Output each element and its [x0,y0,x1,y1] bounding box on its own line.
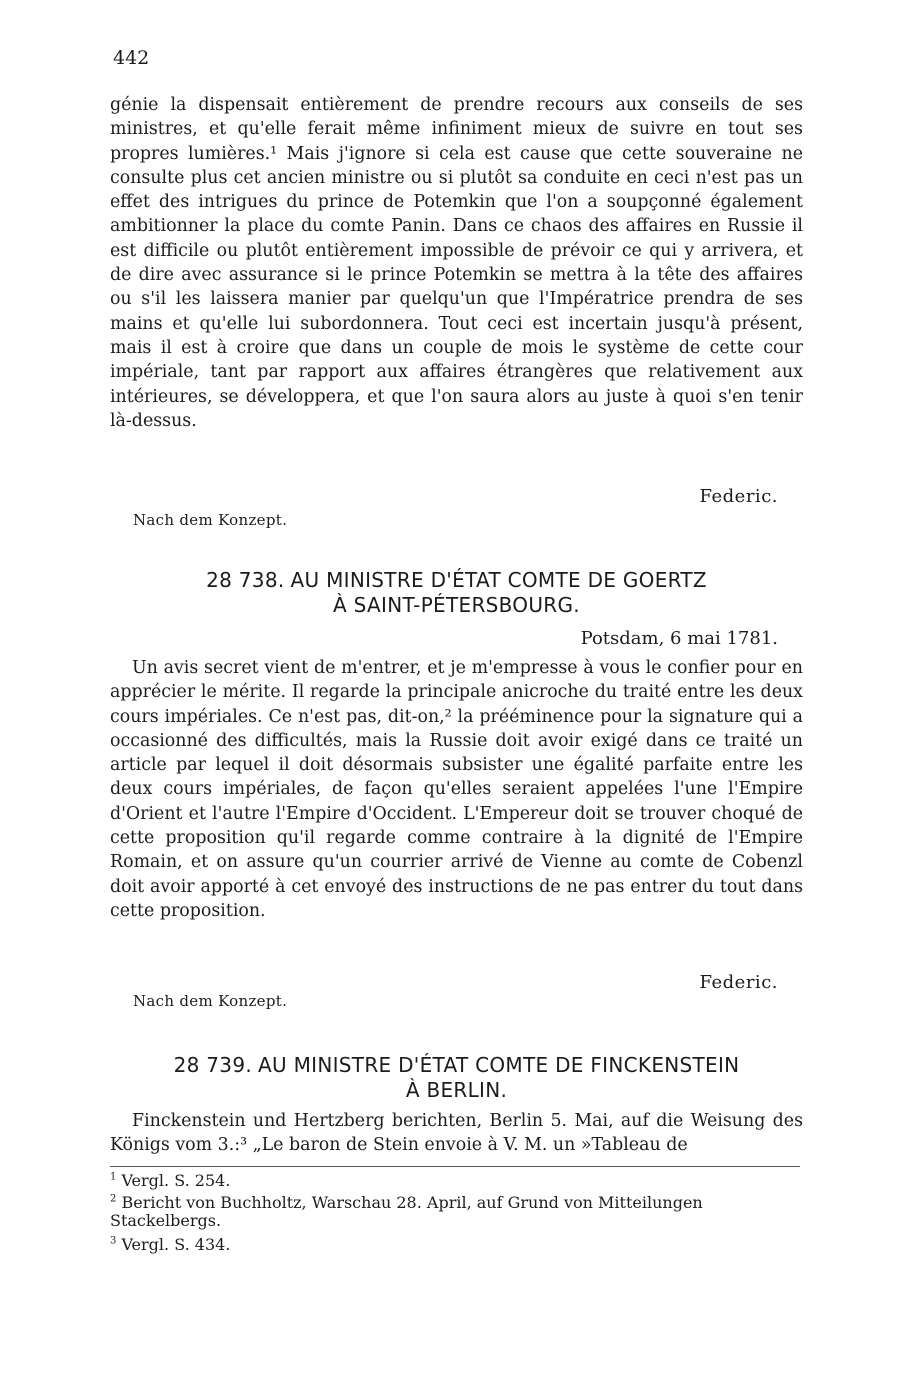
letter-body: Finckenstein und Hertzberg berichten, Berlin 5. Mai, auf die Weisung des Königs vom 3.:³ „Le baron de Stein envoie à V. M. un »Tableau de [110,1111,803,1156]
footnote: $^3$ Vergl. S. 434. [110,1235,231,1254]
letter-heading-line1: 28 739. AU MINISTRE D'ÉTAT COMTE DE FINCKENSTEIN [173,1053,740,1077]
dateline: Potsdam, 6 mai 1781. [580,628,778,649]
letter-heading-line2: À SAINT-PÉTERSBOURG. [333,593,580,617]
letter-number: 28 738. [206,568,285,592]
letter-heading-line2: À BERLIN. [405,1078,508,1102]
letter-heading-line1: 28 738. AU MINISTRE D'ÉTAT COMTE DE GOERTZ [206,568,707,592]
source-note: Nach dem Konzept. [133,511,288,529]
continuation-paragraph: génie la dispensait entièrement de prendre recours aux conseils de ses ministres, et qu'elle ferait même infiniment mieux de suivre en tout ses propres lumières.¹ Mais j'ignore si cela est cause que cette souveraine ne consulte plus cet ancien ministre ou si plutôt sa conduite en ceci n'est pas un effet des intrigues du prince de Potemkin que l'on a soupçonné également ambitionner la place du comte Panin. Dans ce chaos des affaires en Russie il est difficile ou plutôt entièrement impossible de prévoir ce qui y arrivera, et de dire avec assurance si le prince Potemkin se mettra à la tête des affaires ou s'il les laissera manier par quelqu'un que l'Impératrice prendra de ses mains et qu'elle lui subordonnera. Tout ceci est incertain jusqu'à présent, mais il est à croire que dans un couple de mois le système de cette cour impériale, tant par rapport aux affaires étrangères que relativement aux intérieures, se développera, et que l'on saura alors au juste à quoi s'en tenir là-dessus. [110,95,803,431]
letter-heading [110,1053,803,1103]
footnote: $^1$ Vergl. S. 254. [110,1171,231,1190]
signature: Federic. [699,972,778,993]
page-number: 442 [113,47,150,69]
letter-heading [110,568,803,618]
letter-number: 28 739. [173,1053,253,1077]
footnote-rule [110,1166,800,1167]
footnote: $^2$ Bericht von Buchholtz, Warschau 28. April, auf Grund von Mitteilungen Stackelbergs. [110,1193,703,1230]
signature: Federic. [699,486,778,507]
letter-body: Un avis secret vient de m'entrer, et je m'empresse à vous le confier pour en apprécier le mérite. Il regarde la principale anicroche du traité entre les deux cours impériales. Ce n'est pas, dit-on,² la prééminence pour la signature qui a occasionné des difficultés, mais la Russie doit avoir exigé dans ce traité un article par lequel il doit désormais subsister une égalité parfaite entre les deux cours impériales, de façon qu'elles seraient appelées l'une l'Empire d'Orient et l'autre l'Empire d'Occident. L'Empereur doit se trouver choqué de cette proposition qu'il regarde comme contraire à la dignité de l'Empire Romain, et on assure qu'un courrier arrivé de Vienne au comte de Cobenzl doit avoir apporté à cet envoyé des instructions de ne pas entrer du tout dans cette proposition. [110,658,803,921]
source-note: Nach dem Konzept. [133,992,288,1010]
